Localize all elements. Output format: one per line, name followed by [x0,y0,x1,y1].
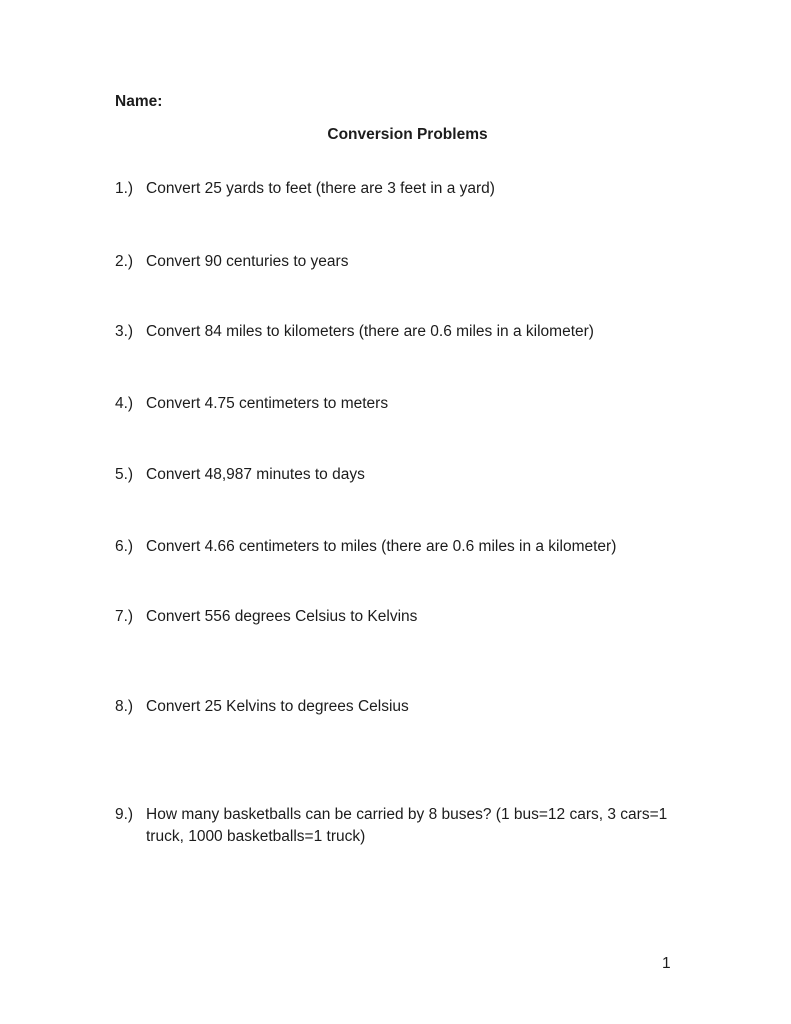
problem-number: 2.) [115,253,134,270]
problem-item-8 [115,696,409,718]
title-container [115,124,700,146]
page-title: Conversion Problems [327,126,488,143]
problem-number: 5.) [115,466,134,483]
problem-item-7 [115,606,417,628]
problem-number: 4.) [115,395,134,412]
problem-number: 1.) [115,180,134,197]
problem-text: Convert 84 miles to kilometers (there are 0.6 miles in a kilometer) [146,323,594,340]
problem-item-3 [115,321,594,343]
problem-text: Convert 48,987 minutes to days [146,466,365,483]
problem-number: 7.) [115,608,134,625]
page-number: 1 [662,955,671,972]
problem-text: Convert 4.66 centimeters to miles (there are 0.6 miles in a kilometer) [146,538,617,555]
problem-item-5 [115,464,365,486]
problem-number: 9.) [115,806,134,823]
problem-item-2 [115,251,348,273]
problem-text: Convert 25 yards to feet (there are 3 feet in a yard) [146,180,495,197]
problem-item-9 [115,804,678,848]
problem-text: Convert 4.75 centimeters to meters [146,395,389,412]
problem-number: 6.) [115,538,134,555]
problem-number: 3.) [115,323,134,340]
problem-item-1 [115,178,495,200]
problem-text: Convert 556 degrees Celsius to Kelvins [146,608,418,625]
problem-item-6 [115,536,616,558]
name-label: Name: [115,93,163,110]
problem-number: 8.) [115,698,134,715]
problem-text: Convert 90 centuries to years [146,253,349,270]
problem-text: Convert 25 Kelvins to degrees Celsius [146,698,409,715]
problem-item-4 [115,393,388,415]
problem-text: How many basketballs can be carried by 8 buses? (1 bus=12 cars, 3 cars=1 truck, 1000 basketballs=1 truck) [146,806,668,845]
